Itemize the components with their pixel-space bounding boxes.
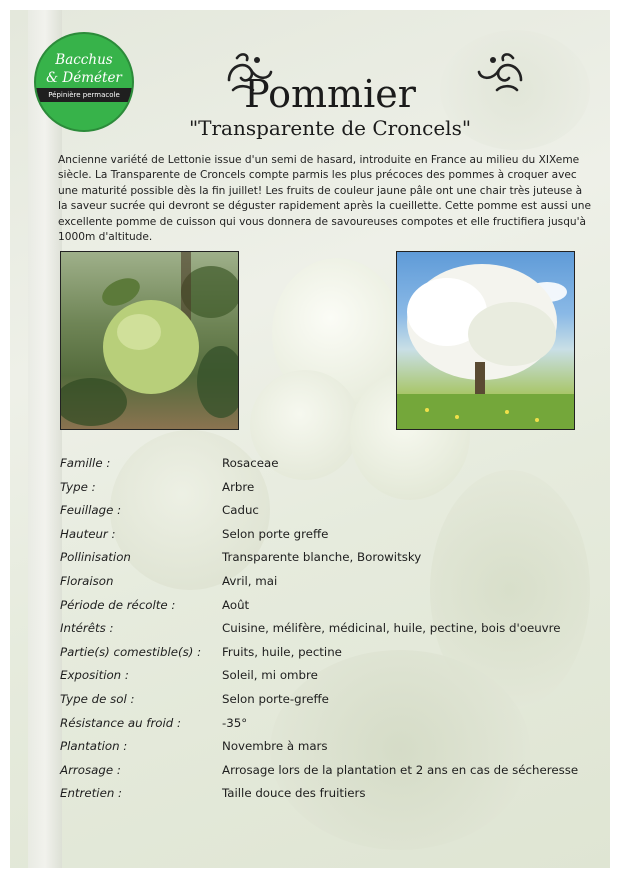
page-subtitle: "Transparente de Croncels"	[188, 116, 472, 140]
property-key: Plantation :	[60, 739, 128, 754]
property-key: Type de sol :	[60, 691, 135, 706]
property-value: Avril, mai	[222, 573, 278, 588]
property-row	[60, 692, 600, 716]
property-row	[60, 621, 600, 645]
property-value: -35°	[222, 715, 248, 730]
property-value: Arbre	[222, 479, 255, 494]
property-key: Résistance au froid :	[60, 715, 182, 730]
property-value: Cuisine, mélifère, médicinal, huile, pectine, bois d'oeuvre	[222, 621, 561, 636]
property-row	[60, 503, 600, 527]
property-key: Intérêts :	[60, 621, 114, 636]
property-value: Arrosage lors de la plantation et 2 ans en cas de sécheresse	[222, 762, 579, 777]
property-value: Selon porte greffe	[222, 526, 329, 541]
property-value: Selon porte-greffe	[222, 691, 329, 706]
variety-description: Ancienne variété de Lettonie issue d'un semi de hasard, introduite en France au milieu du XIXeme siècle. La Transparente de Croncels compte parmis les plus précoces des pommes à croquer avec une maturité possible dès la fin juillet! Les fruits de couleur jaune pâle ont une chair très juteuse à la saveur sucrée qui devront se déguster rapidement après la cueillette. Cette pomme est aussi une excellente pomme de cuisson qui vous donnera de savoureuses compotes et elle fructifiera jusqu'à 1000m d'altitude.	[58, 154, 591, 244]
property-row	[60, 763, 600, 787]
background-trunk	[28, 10, 62, 868]
property-row	[60, 786, 600, 810]
property-row	[60, 668, 600, 692]
property-value: Rosaceae	[222, 456, 279, 470]
property-key: Hauteur :	[60, 526, 116, 541]
property-row	[60, 645, 600, 669]
logo-line-2: & Déméter	[46, 70, 122, 86]
property-value: Novembre à mars	[222, 739, 328, 754]
flourish-right-icon	[475, 50, 527, 94]
nursery-logo	[34, 32, 134, 132]
logo-line-1: Bacchus	[55, 52, 113, 68]
property-value: Soleil, mi ombre	[222, 668, 318, 683]
page-sheet	[10, 10, 610, 868]
property-value: Transparente blanche, Borowitsky	[222, 550, 422, 565]
property-row	[60, 716, 600, 740]
property-value: Caduc	[222, 503, 259, 518]
property-key: Partie(s) comestible(s) :	[60, 644, 202, 659]
property-row	[60, 480, 600, 504]
apple-tree-photo	[396, 251, 575, 430]
property-row	[60, 739, 600, 763]
property-key: Pollinisation	[60, 550, 131, 565]
property-key: Floraison	[60, 573, 114, 588]
property-key: Entretien :	[60, 786, 123, 801]
property-row	[60, 527, 600, 551]
property-row	[60, 550, 600, 574]
property-key: Exposition :	[60, 668, 129, 683]
property-key: Feuillage :	[60, 503, 122, 518]
logo-line-3: Pépinière permacole	[48, 91, 120, 99]
property-key: Type :	[60, 479, 96, 494]
property-row	[60, 598, 600, 622]
property-key: Arrosage :	[60, 762, 121, 777]
property-row	[60, 456, 600, 480]
property-value: Fruits, huile, pectine	[222, 644, 342, 659]
properties-list	[60, 456, 600, 810]
property-key: Famille :	[60, 456, 111, 470]
property-key: Période de récolte :	[60, 597, 176, 612]
property-row	[60, 574, 600, 598]
page-title: Pommier	[244, 72, 416, 116]
apple-fruit-photo	[60, 251, 239, 430]
property-value: Taille douce des fruitiers	[222, 786, 366, 801]
property-value: Août	[222, 597, 250, 612]
